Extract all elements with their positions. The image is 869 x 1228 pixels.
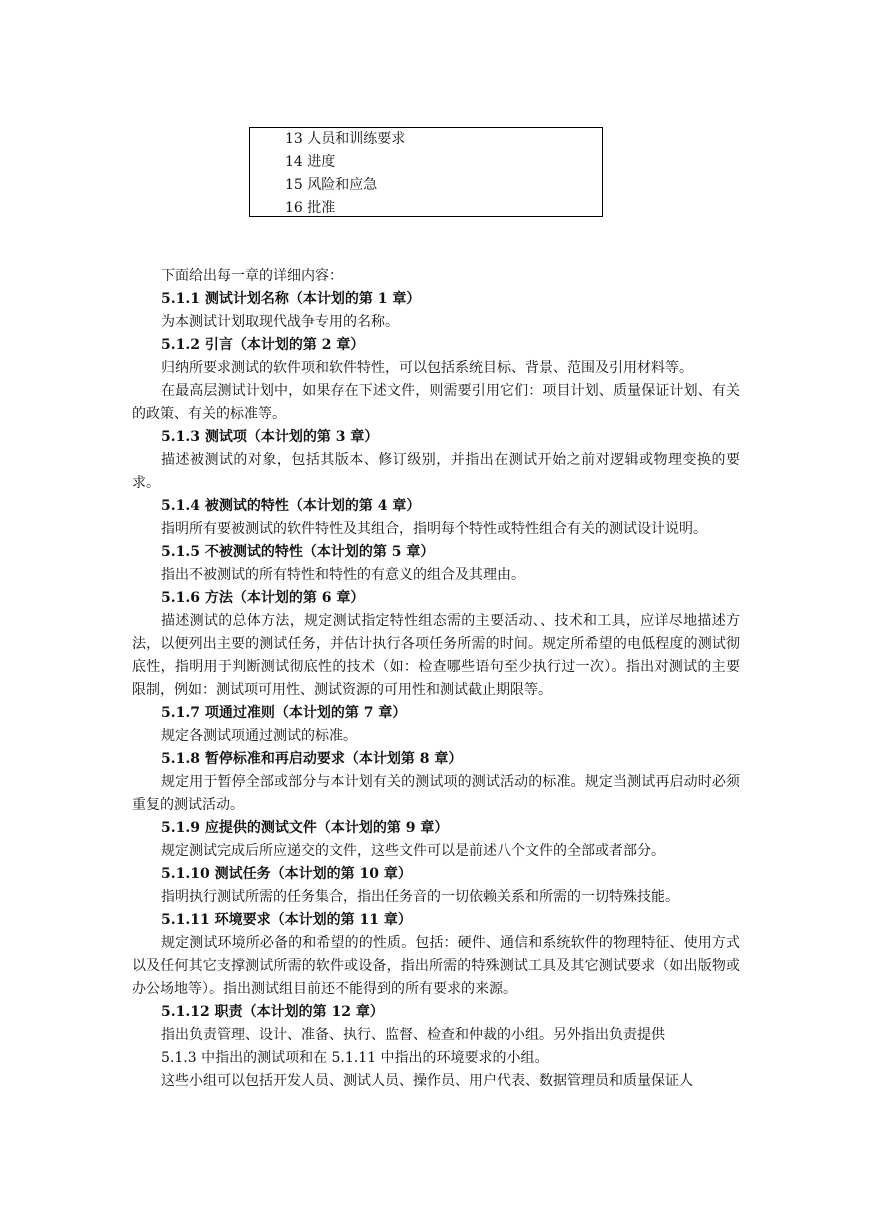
section-paragraph: 规定测试完成后所应递交的文件，这些文件可以是前述八个文件的全部或者部分。 — [161, 843, 665, 859]
document-body — [132, 265, 740, 1093]
section-heading: 5.1.4 被测试的特性（本计划的第 4 章） — [161, 498, 421, 514]
section-paragraph: 5.1.3 中指出的测试项和在 5.1.11 中指出的环境要求的小组。 — [161, 1050, 549, 1066]
section-heading: 5.1.6 方法（本计划的第 6 章） — [161, 590, 365, 606]
section-paragraph: 指明所有要被测试的软件特性及其组合，指明每个特性或特性组合有关的测试设计说明。 — [161, 521, 707, 537]
section-heading: 5.1.8 暂停标准和再启动要求（本计划第 8 章） — [161, 751, 463, 767]
section-paragraph: 描述测试的总体方法，规定测试指定特性组态需的主要活动、、技术和工具，应详尽地描述方法，以便列出主要的测试任务，并估计执行各项任务所需的时间。规定所希望的电低程度的测试彻底性，指明用于判断测试彻底性的技术（如：检查哪些语句至少执行过一次）。指出对测试的主要限制，例如：测试项可用性、测试资源的可用性和测试截止期限等。 — [132, 613, 740, 698]
section-heading: 5.1.11 环境要求（本计划的第 11 章） — [161, 912, 412, 928]
section-heading: 5.1.5 不被测试的特性（本计划的第 5 章） — [161, 544, 435, 560]
section-heading: 5.1.1 测试计划名称（本计划的第 1 章） — [161, 291, 421, 307]
section-heading: 5.1.2 引言（本计划的第 2 章） — [161, 337, 365, 353]
toc-item: 16 批准 — [285, 200, 336, 216]
section-paragraph: 规定用于暂停全部或部分与本计划有关的测试项的测试活动的标准。规定当测试再启动时必须重复的测试活动。 — [132, 774, 740, 813]
section-paragraph: 描述被测试的对象，包括其版本、修订级别，并指出在测试开始之前对逻辑或物理变换的要求。 — [132, 452, 740, 491]
section-heading: 5.1.10 测试任务（本计划的第 10 章） — [161, 866, 412, 882]
section-paragraph: 规定测试环境所必备的和希望的的性质。包括：硬件、通信和系统软件的物理特征、使用方式以及任何其它支撑测试所需的软件或设备，指出所需的特殊测试工具及其它测试要求（如出版物或办公场地等）。指出测试组目前还不能得到的所有要求的来源。 — [132, 935, 740, 997]
toc-item: 15 风险和应急 — [285, 177, 378, 193]
section-paragraph: 为本测试计划取现代战争专用的名称。 — [161, 314, 399, 330]
section-paragraph: 指出负责管理、设计、准备、执行、监督、检查和仲裁的小组。另外指出负责提供 — [161, 1027, 665, 1043]
section-heading: 5.1.12 职责（本计划的第 12 章） — [161, 1004, 384, 1020]
section-paragraph: 指明执行测试所需的任务集合，指出任务音的一切依赖关系和所需的一切特殊技能。 — [161, 889, 679, 905]
toc-box — [249, 127, 603, 217]
toc-item: 14 进度 — [285, 154, 336, 170]
section-paragraph: 指出不被测试的所有特性和特性的有意义的组合及其理由。 — [161, 567, 525, 583]
intro-text: 下面给出每一章的详细内容： — [161, 268, 343, 284]
section-paragraph: 这些小组可以包括开发人员、测试人员、操作员、用户代表、数据管理员和质量保证人 — [161, 1073, 693, 1089]
section-heading: 5.1.3 测试项（本计划的第 3 章） — [161, 429, 379, 445]
section-heading: 5.1.7 项通过准则（本计划的第 7 章） — [161, 705, 407, 721]
section-paragraph: 规定各测试项通过测试的标准。 — [161, 728, 357, 744]
section-paragraph: 在最高层测试计划中，如果存在下述文件，则需要引用它们：项目计划、质量保证计划、有关的政策、有关的标准等。 — [132, 383, 740, 422]
section-heading: 5.1.9 应提供的测试文件（本计划的第 9 章） — [161, 820, 449, 836]
section-paragraph: 归纳所要求测试的软件项和软件特性，可以包括系统目标、背景、范围及引用材料等。 — [161, 360, 693, 376]
toc-item: 13 人员和训练要求 — [285, 131, 406, 147]
